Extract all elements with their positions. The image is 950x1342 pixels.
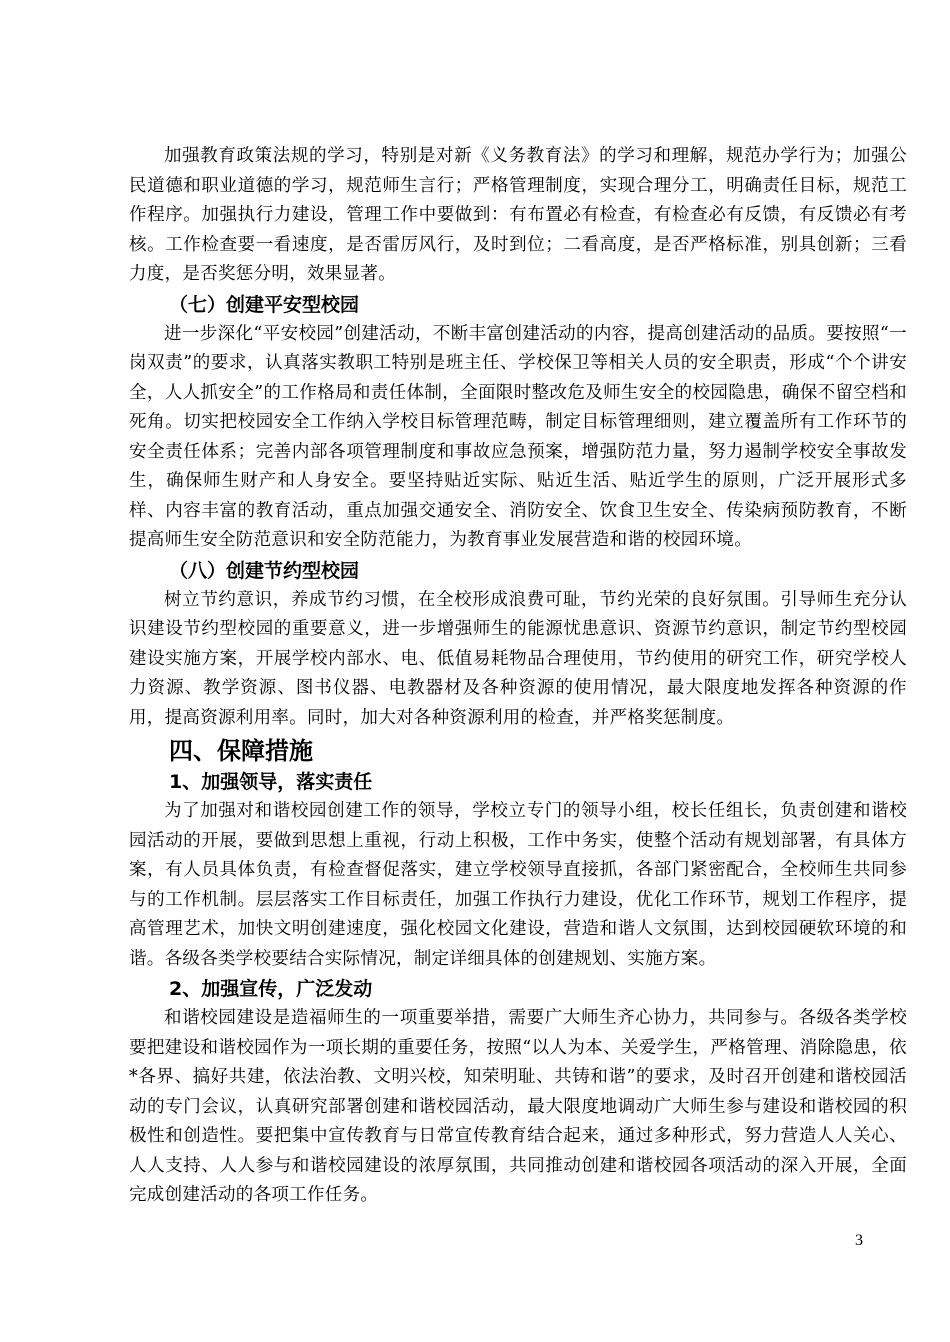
page-number: 3 xyxy=(855,1232,863,1249)
paragraph-leadership: 为了加强对和谐校园创建工作的领导，学校立专门的领导小组，校长任组长，负责创建和谐校园活动的开展，要做到思想上重视，行动上积极，工作中务实，使整个活动有规划部署，有具体方案，有人员具体负责，有检查督促落实，建立学校领导直接抓，各部门紧密配合，全校师生共同参与的工作机制。层层落实工作目标责任，加强工作执行力建设，优化工作环节，规划工作程序，提高管理艺术，加快文明创建速度，强化校园文化建设，营造和谐人文氛围，达到校园硬软环境的和谐。各级各类学校要结合实际情况，制定详细具体的创建规划、实施方案。 xyxy=(129,801,907,969)
paragraph-economical-campus: 树立节约意识，养成节约习惯，在全校形成浪费可耻，节约光荣的良好氛围。引导师生充分认识建设节约型校园的重要意义，进一步增强师生的能源忧患意识、资源节约意识，制定节约型校园建设实施方案，开展学校内部水、电、低值易耗物品合理使用，节约使用的研究工作，研究学校人力资源、教学资源、图书仪器、电教器材及各种资源的使用情况，最大限度地发挥各种资源的作用，提高资源利用率。同时，加大对各种资源利用的检查，并严格奖惩制度。 xyxy=(129,589,907,728)
heading-publicity: 2、加强宣传，广泛发动 xyxy=(169,978,373,1000)
document-body xyxy=(129,142,907,1211)
heading-economical-campus: （八）创建节约型校园 xyxy=(169,559,360,582)
paragraph-publicity: 和谐校园建设是造福师生的一项重要举措，需要广大师生齐心协力，共同参与。各级各类学校要把建设和谐校园作为一项长期的重要任务，按照“以人为本、关爱学生，严格管理、消除隐患，依*各界、搞好共建，依法治教、文明兴校，知荣明耻、共铸和谐”的要求，及时召开创建和谐校园活动的专门会议，认真研究部署创建和谐校园活动，最大限度地调动广大师生参与建设和谐校园的积极性和创造性。要把集中宣传教育与日常宣传教育结合起来，通过多种形式，努力营造人人关心、人人支持、人人参与和谐校园建设的浓厚氛围，共同推动创建和谐校园各项活动的深入开展，全面完成创建活动的各项工作任务。 xyxy=(129,1008,907,1205)
heading-safe-campus: （七）创建平安型校园 xyxy=(169,293,360,316)
heading-leadership: 1、加强领导，落实责任 xyxy=(169,771,373,793)
section-heading-guarantee: 四、保障措施 xyxy=(169,737,313,765)
paragraph-safe-campus: 进一步深化“平安校园”创建活动，不断丰富创建活动的内容，提高创建活动的品质。要按照“一岗双责”的要求，认真落实教职工特别是班主任、学校保卫等相关人员的安全职责，形成“个个讲安全，人人抓安全”的工作格局和责任体制，全面限时整改危及师生安全的校园隐患，确保不留空档和死角。切实把校园安全工作纳入学校目标管理范畴，制定目标管理细则，建立覆盖所有工作环节的安全责任体系；完善内部各项管理制度和事故应急预案，增强防范力量，努力遏制学校安全事故发生，确保师生财产和人身安全。要坚持贴近实际、贴近生活、贴近学生的原则，广泛开展形式多样、内容丰富的教育活动，重点加强交通安全、消防安全、饮食卫生安全、传染病预防教育，不断提高师生安全防范意识和安全防范能力，为教育事业发展营造和谐的校园环境。 xyxy=(129,323,907,550)
paragraph-policy-study: 加强教育政策法规的学习，特别是对新《义务教育法》的学习和理解，规范办学行为；加强公民道德和职业道德的学习，规范师生言行；严格管理制度，实现合理分工，明确责任目标，规范工作程序。加强执行力建设，管理工作中要做到：有布置必有检查，有检查必有反馈，有反馈必有考核。工作检查要一看速度，是否雷厉风行，及时到位；二看高度，是否严格标准，别具创新；三看力度，是否奖惩分明，效果显著。 xyxy=(129,146,907,284)
